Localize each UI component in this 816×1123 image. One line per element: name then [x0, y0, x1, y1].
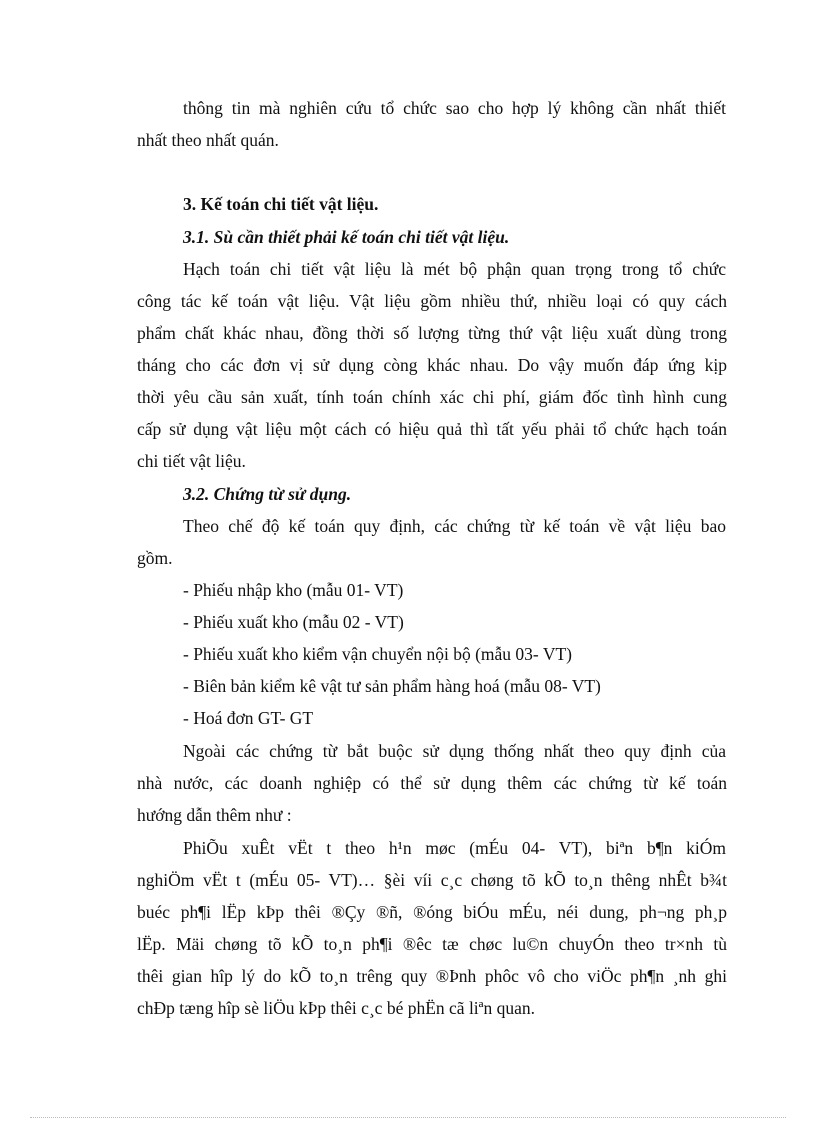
paragraph-line: nhà nước, các doanh nghiệp có thể sử dụng thêm các chứng từ kế toán [137, 773, 727, 793]
paragraph-line: lËp. Mäi chøng tõ kÕ to¸n ph¶i ®êc tæ chøc lu©n chuyÓn theo tr×nh tù [137, 934, 727, 954]
list-item: - Biên bản kiểm kê vật tư sản phẩm hàng hoá (mẫu 08- VT) [183, 676, 601, 696]
paragraph-line: PhiÕu xuÊt vËt t theo h¹n møc (mÉu 04- VT), biªn b¶n kiÓm [183, 838, 726, 858]
paragraph-line: công tác kế toán vật liệu. Vật liệu gồm nhiều thứ, nhiều loại có quy cách [137, 291, 727, 311]
paragraph-line: hướng dẫn thêm như : [137, 805, 292, 825]
paragraph-line: cấp sử dụng vật liệu một cách có hiệu quả thì tất yếu phải tổ chức hạch toán [137, 419, 727, 439]
paragraph-line: Theo chế độ kế toán quy định, các chứng từ kế toán về vật liệu bao [183, 516, 726, 536]
list-item: - Phiếu xuất kho kiểm vận chuyển nội bộ (mẫu 03- VT) [183, 644, 572, 664]
paragraph-line: phẩm chất khác nhau, đồng thời số lượng từng thứ vật liệu xuất dùng trong [137, 323, 727, 343]
paragraph-line: thời yêu cầu sản xuất, tính toán chính xác chi phí, giám đốc tình hình cung [137, 387, 727, 407]
paragraph-line: Hạch toán chi tiết vật liệu là mét bộ phận quan trọng trong tổ chức [183, 259, 726, 279]
subsection-heading: 3.1. Sù cần thiết phải kế toán chi tiết vật liệu. [183, 227, 510, 247]
list-item: - Phiếu xuất kho (mẫu 02 - VT) [183, 612, 404, 632]
paragraph-line: Ngoài các chứng từ bắt buộc sử dụng thống nhất theo quy định của [183, 741, 726, 761]
subsection-heading: 3.2. Chứng từ sử dụng. [183, 484, 352, 504]
list-item: - Hoá đơn GT- GT [183, 708, 314, 728]
paragraph-line: thông tin mà nghiên cứu tổ chức sao cho hợp lý không cần nhất thiết [183, 98, 726, 118]
paragraph-line: nhất theo nhất quán. [137, 130, 279, 150]
section-heading: 3. Kế toán chi tiết vật liệu. [183, 194, 379, 214]
list-item: - Phiếu nhập kho (mẫu 01- VT) [183, 580, 404, 600]
paragraph-line: thêi gian hîp lý do kÕ to¸n trêng quy ®Þnh phôc vô cho viÖc ph¶n ¸nh ghi [137, 966, 727, 986]
paragraph-line: chi tiết vật liệu. [137, 451, 246, 471]
paragraph-line: chÐp tæng hîp sè liÖu kÞp thêi c¸c bé phËn cã liªn quan. [137, 998, 536, 1018]
paragraph-line: buéc ph¶i lËp kÞp thêi ®Çy ®ñ, ®óng biÓu mÉu, néi dung, ph¬ng ph¸p [137, 902, 727, 922]
paragraph-line: tháng cho các đơn vị sử dụng còng khác nhau. Do vậy muốn đáp ứng kịp [137, 355, 727, 375]
page-bottom-divider [30, 1117, 786, 1118]
paragraph-line: gồm. [137, 548, 173, 568]
paragraph-line: nghiÖm vËt t (mÉu 05- VT)… §èi víi c¸c chøng tõ kÕ to¸n thêng nhÊt b¾t [137, 870, 727, 890]
